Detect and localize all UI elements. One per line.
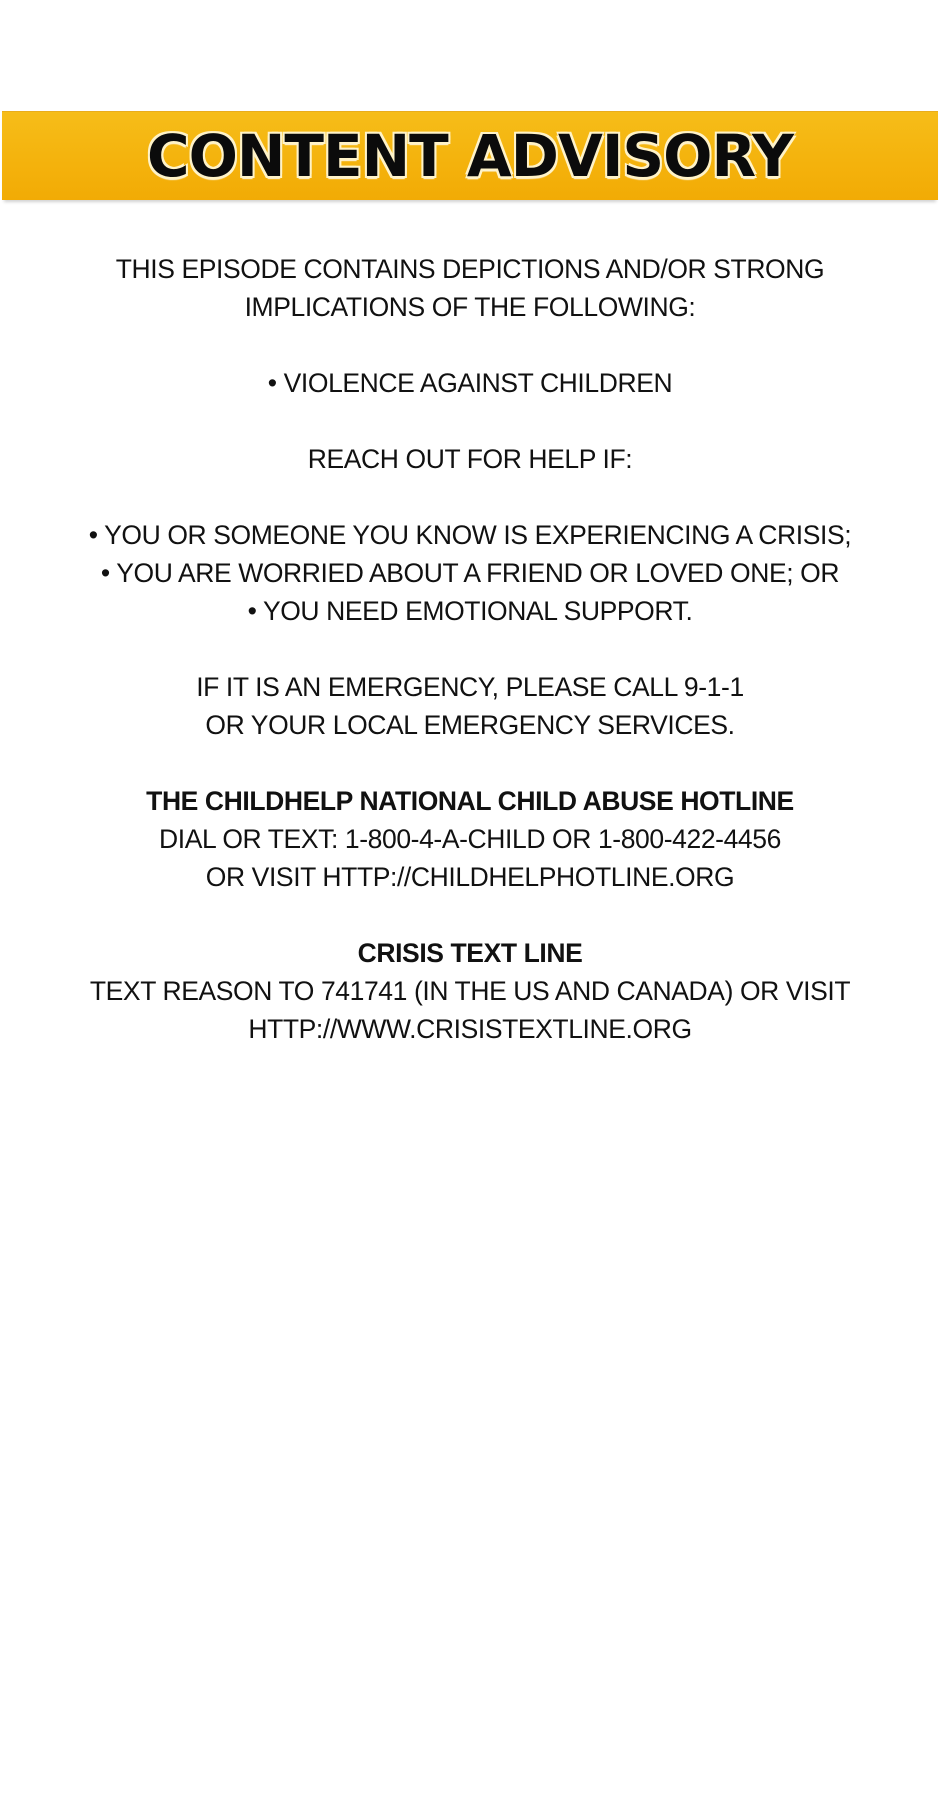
emergency-line-2: OR YOUR LOCAL EMERGENCY SERVICES. <box>205 710 735 740</box>
emergency-line-1: IF IT IS AN EMERGENCY, PLEASE CALL 9-1-1 <box>196 672 744 702</box>
crisis-text-contact-line: TEXT REASON TO 741741 (IN THE US AND CANADA) OR VISIT <box>89 976 851 1006</box>
advisory-body <box>0 250 940 1086</box>
help-list <box>0 516 940 630</box>
intro-paragraph <box>0 250 940 326</box>
crisis-text-resource <box>0 934 940 1048</box>
help-item: • YOU OR SOMEONE YOU KNOW IS EXPERIENCING A CRISIS; <box>88 520 852 550</box>
topics-list <box>0 364 940 402</box>
emergency-notice <box>0 668 940 744</box>
intro-line-2: IMPLICATIONS OF THE FOLLOWING: <box>244 292 696 322</box>
intro-line-1: THIS EPISODE CONTAINS DEPICTIONS AND/OR STRONG <box>115 254 825 284</box>
childhelp-website-line[interactable]: OR VISIT HTTP://CHILDHELPHOTLINE.ORG <box>205 862 735 892</box>
banner-title: CONTENT ADVISORY <box>147 122 793 190</box>
help-heading <box>0 440 940 478</box>
childhelp-hotline-name: THE CHILDHELP NATIONAL CHILD ABUSE HOTLINE <box>146 786 794 816</box>
crisis-text-line-name: CRISIS TEXT LINE <box>357 938 583 968</box>
topic-item: • VIOLENCE AGAINST CHILDREN <box>267 368 673 398</box>
childhelp-resource <box>0 782 940 896</box>
crisis-text-website-line[interactable]: HTTP://WWW.CRISISTEXTLINE.ORG <box>248 1014 692 1044</box>
help-item: • YOU NEED EMOTIONAL SUPPORT. <box>247 596 693 626</box>
help-item: • YOU ARE WORRIED ABOUT A FRIEND OR LOVED ONE; OR <box>100 558 840 588</box>
content-advisory-banner <box>2 111 938 200</box>
help-heading-text: REACH OUT FOR HELP IF: <box>307 444 633 474</box>
childhelp-contact-line: DIAL OR TEXT: 1-800-4-A-CHILD OR 1-800-422-4456 <box>159 824 781 854</box>
